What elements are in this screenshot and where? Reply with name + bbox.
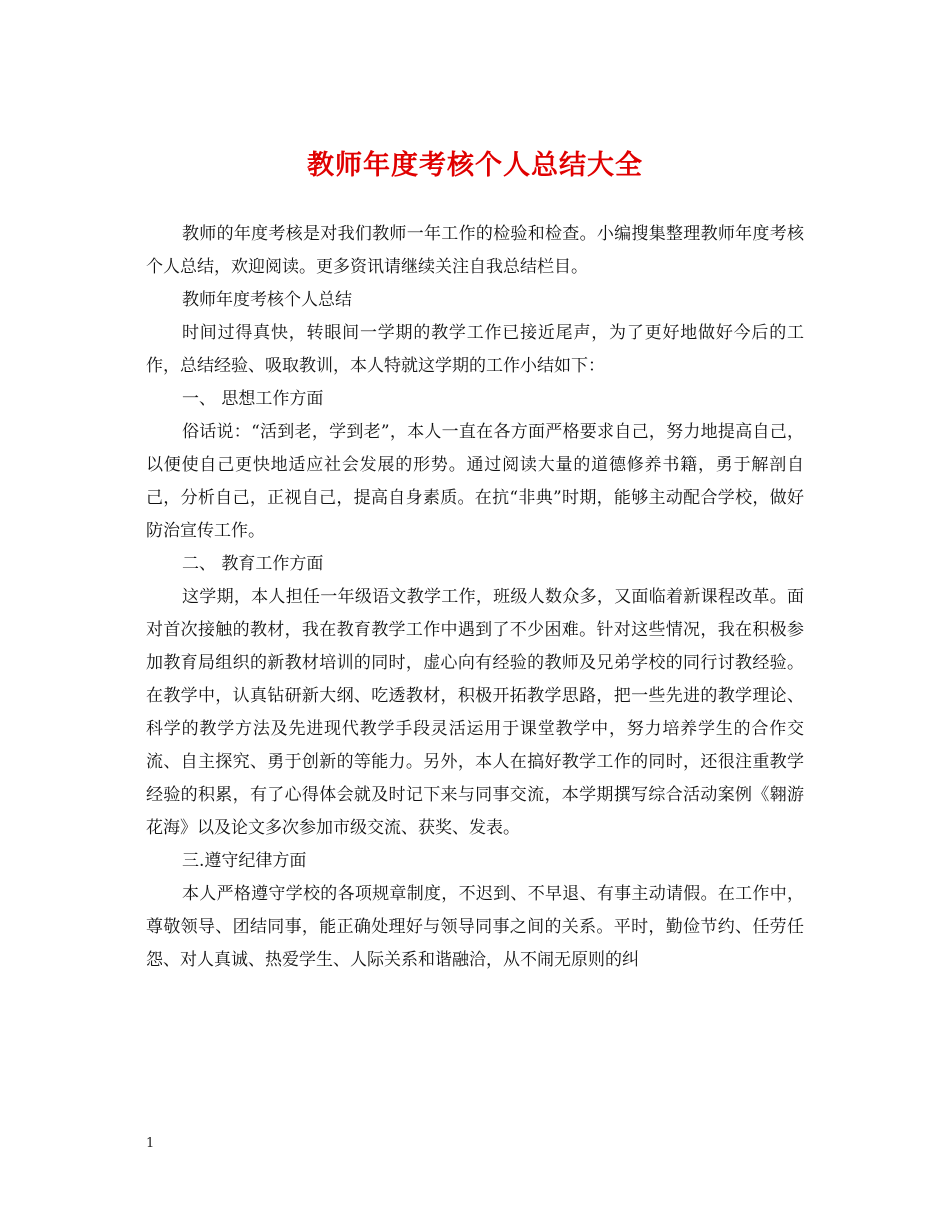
section-heading-thought: 一、 思想工作方面: [182, 389, 324, 409]
paragraph-opening: 时间过得真快，转眼间一学期的教学工作已接近尾声，为了更好地做好今后的工作，总结经验、吸取教训，本人特就这学期的工作小结如下：: [146, 323, 804, 376]
paragraph-discipline: 本人严格遵守学校的各项规章制度，不迟到、不早退、有事主动请假。在工作中，尊敬领导、团结同事，能正确处理好与领导同事之间的关系。平时，勤俭节约、任劳任怨、对人真诚、热爱学生、人际关系和谐融洽，从不闹无原则的纠: [146, 884, 804, 970]
document-body: [146, 218, 804, 977]
paragraph-education: 这学期，本人担任一年级语文教学工作，班级人数众多，又面临着新课程改革。面对首次接触的教材，我在教育教学工作中遇到了不少困难。针对这些情况，我在积极参加教育局组织的新教材培训的同时，虚心向有经验的教师及兄弟学校的同行讨教经验。在教学中，认真钻研新大纲、吃透教材，积极开拓教学思路，把一些先进的教学理论、科学的教学方法及先进现代教学手段灵活运用于课堂教学中，努力培养学生的合作交流、自主探究、勇于创新的等能力。另外，本人在搞好教学工作的同时，还很注重教学经验的积累，有了心得体会就及时记下来与同事交流，本学期撰写综合活动案例《翱游花海》以及论文多次参加市级交流、获奖、发表。: [146, 587, 804, 838]
page-number: 1: [146, 1136, 155, 1151]
paragraph-thought: 俗话说：“活到老，学到老”，本人一直在各方面严格要求自己，努力地提高自己，以便使自己更快地适应社会发展的形势。通过阅读大量的道德修养书籍，勇于解剖自己，分析自己，正视自己，提高自身素质。在抗“非典”时期，能够主动配合学校，做好防治宣传工作。: [146, 422, 804, 541]
section-heading-discipline: 三.遵守纪律方面: [182, 851, 307, 871]
page-title: 教师年度考核个人总结大全: [307, 150, 643, 181]
paragraph-intro: 教师的年度考核是对我们教师一年工作的检验和检查。小编搜集整理教师年度考核个人总结，欢迎阅读。更多资讯请继续关注自我总结栏目。: [146, 224, 804, 277]
section-heading-education: 二、 教育工作方面: [182, 554, 324, 574]
paragraph-subtitle: 教师年度考核个人总结: [182, 290, 352, 310]
